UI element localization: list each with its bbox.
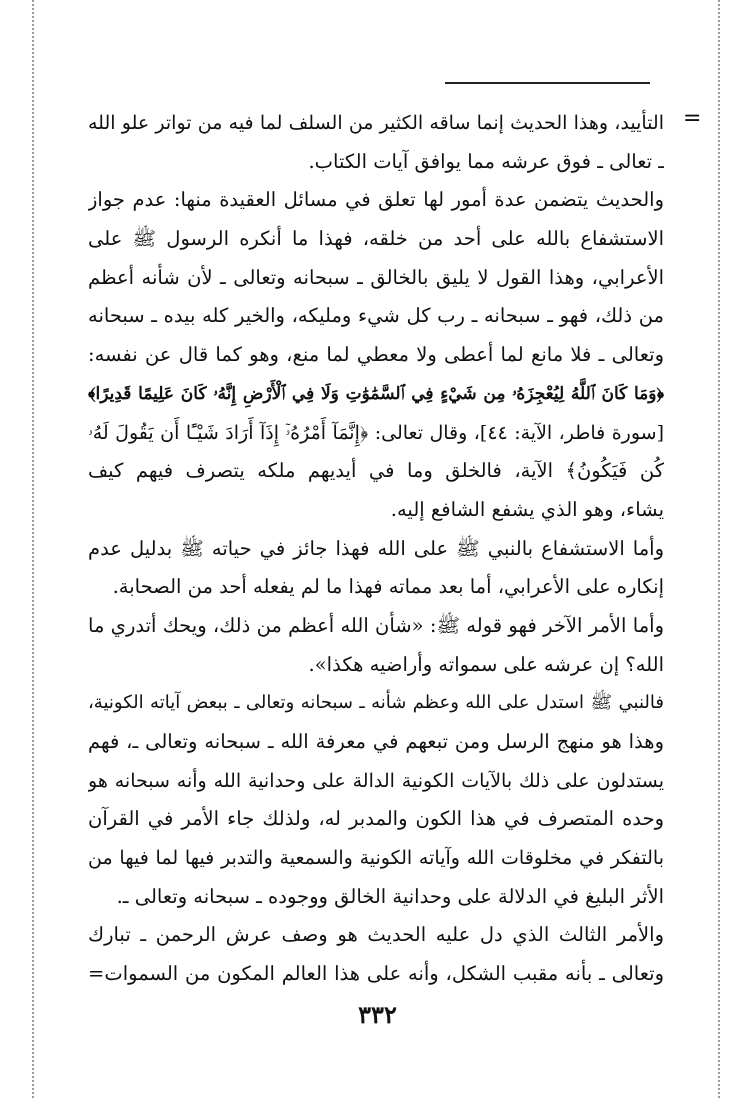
text-line: وأما الاستشفاع بالنبي ﷺ على الله فهذا جائز في حياته ﷺ بدليل عدم (88, 536, 664, 560)
text-line: وهذا هو منهج الرسل ومن تبعهم في معرفة الله ـ سبحانه وتعالى ـ، فهم (88, 730, 664, 753)
text-line: كُن فَيَكُونُ﴾ الآية، فالخلق وما في أيديهم ملكه يتصرف فيهم كيف (88, 459, 664, 483)
text-line: وأما الأمر الآخر فهو قوله ﷺ: «شأن الله أعظم من ذلك، ويحك أتدري ما (88, 613, 664, 637)
text-line: إنكاره على الأعرابي، أما بعد مماته فهذا ما لم يفعله أحد من الصحابة. (112, 575, 664, 599)
text-line: ـ تعالى ـ فوق عرشه مما يوافق آيات الكتاب. (308, 149, 664, 173)
left-dotted-margin (32, 0, 34, 1098)
text-line: بالتفكر في مخلوقات الله وآياته الكونية والسمعية والتدبر فيها لما فيها من (88, 847, 664, 870)
text-line: التأييد، وهذا الحديث إنما ساقه الكثير من السلف لما فيه من تواتر علو الله (88, 112, 664, 134)
footnote-separator-rule (445, 82, 650, 84)
continuation-mark: = (683, 106, 702, 131)
page-number: ٣٣٢ (358, 1000, 397, 1029)
text-line: وتعالى ـ فلا مانع لما أعطى ولا معطي لما منع، وهو كما قال عن نفسه: (88, 343, 664, 367)
text-line: والأمر الثالث الذي دل عليه الحديث هو وصف عرش الرحمن ـ تبارك (88, 923, 664, 947)
text-line: فالنبي ﷺ استدل على الله وعظم شأنه ـ سبحانه وتعالى ـ ببعض آياته الكونية، (88, 692, 664, 714)
text-line: وتعالى ـ بأنه مقبب الشكل، وأنه على هذا العالم المكون من السموات= (88, 962, 664, 986)
text-line: الأثر البليغ في الدلالة على وحدانية الخالق ووجوده ـ سبحانه وتعالى ـ. (116, 884, 664, 908)
text-line: الله؟ إن عرشه على سمواته وأراضيه هكذا». (308, 652, 664, 676)
text-line: والحديث يتضمن عدة أمور لها تعلق في مسائل العقيدة منها: عدم جواز (88, 188, 664, 212)
text-line: يشاء، وهو الذي يشفع الشافع إليه. (390, 497, 664, 521)
footnote-text (88, 104, 664, 994)
text-line: من ذلك، فهو ـ سبحانه ـ رب كل شيء ومليكه، والخير كله بيده ـ سبحانه (88, 304, 664, 328)
text-line: الاستشفاع بالله على أحد من خلقه، فهذا ما أنكره الرسول ﷺ على (88, 227, 664, 251)
text-line: [سورة فاطر، الآية: ٤٤]، وقال تعالى: ﴿إِنَّمَآ أَمْرُهُۥٓ إِذَآ أَرَادَ شَيْـًٔا أَن يَقُولَ لَهُۥ (88, 421, 664, 444)
text-line: الأعرابي، وهذا القول لا يليق بالخالق ـ سبحانه وتعالى ـ لأن شأنه أعظم (88, 265, 664, 289)
right-dotted-margin (718, 0, 720, 1098)
text-line: وحده المتصرف في هذا الكون والمدبر له، ولذلك جاء الأمر في القرآن (88, 807, 664, 831)
text-line: ﴿وَمَا كَانَ ٱللَّهُ لِيُعْجِزَهُۥ مِن شَيْءٍ فِي ٱلسَّمَٰوَٰتِ وَلَا فِي ٱلْأَرْضِ إِنَّهُۥ كَانَ عَلِيمًا قَدِيرًا﴾ (88, 383, 664, 404)
text-line: يستدلون على ذلك بالآيات الكونية الدالة على وحدانية الله وأنه سبحانه هو (88, 769, 664, 792)
